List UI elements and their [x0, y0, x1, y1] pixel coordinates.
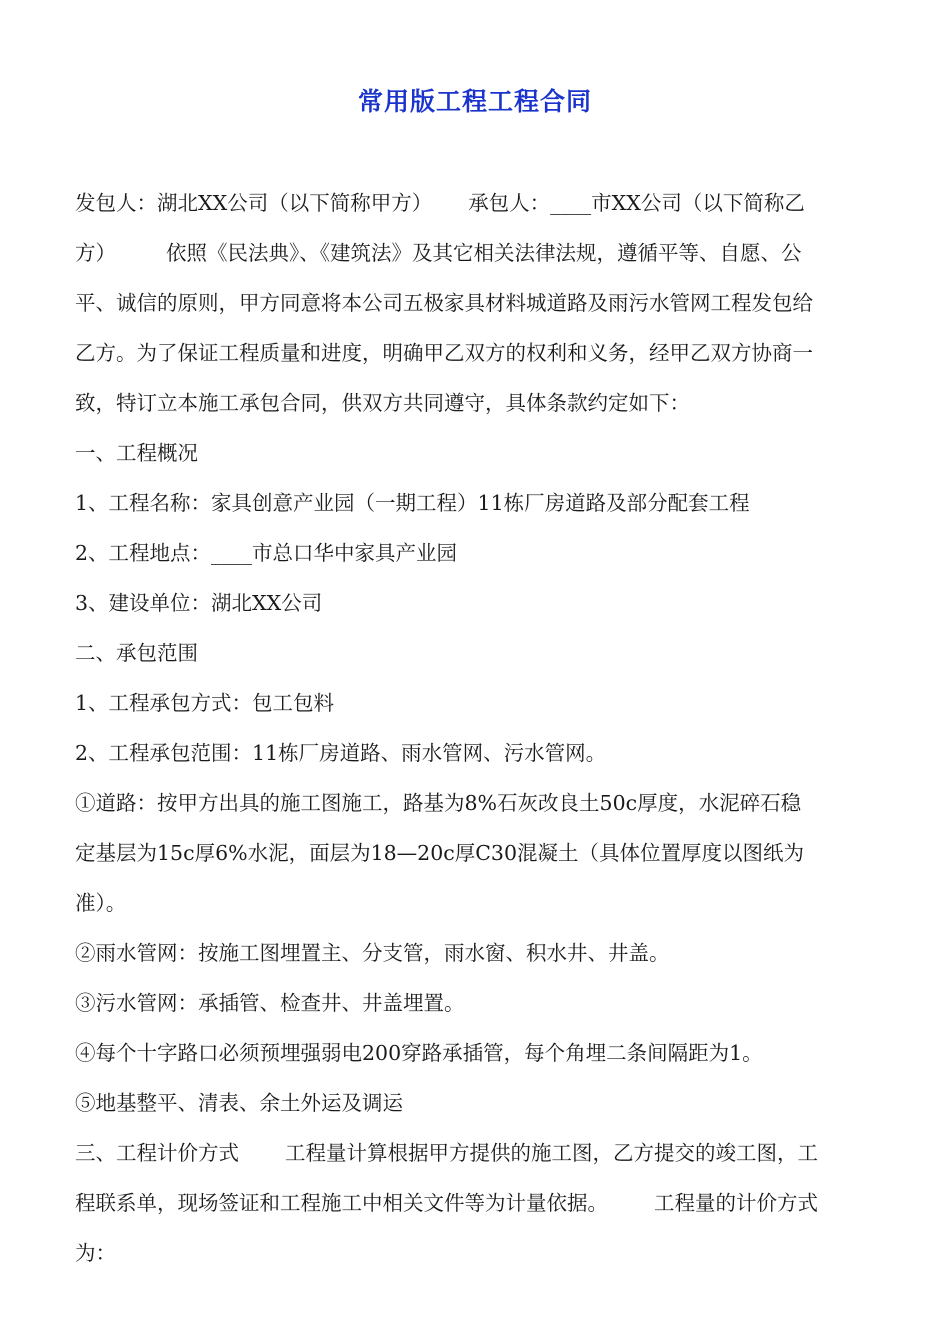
leveling-item: ⑤地基整平、清表、余土外运及调运 [75, 1091, 403, 1115]
contractor-text: 承包人：____市XX公司（以下简称乙 [468, 191, 805, 215]
intro-line-5: 致，特订立本施工承包合同，供双方共同遵守，具体条款约定如下： [75, 391, 690, 415]
document-body [75, 178, 878, 1278]
employer-text: 发包人：湖北XX公司（以下简称甲方） [75, 191, 433, 215]
section-heading-pricing: 三、工程计价方式 [75, 1141, 239, 1165]
project-location-item: 2、工程地点：____市总口华中家具产业园 [75, 541, 458, 565]
section-heading-overview: 一、工程概况 [75, 441, 198, 465]
intro-line-4: 乙方。为了保证工程质量和进度，明确甲乙双方的权利和义务，经甲乙双方协商一 [75, 341, 813, 365]
construction-unit-item: 3、建设单位：湖北XX公司 [75, 591, 323, 615]
intro-line-3: 平、诚信的原则，甲方同意将本公司五极家具材料城道路及雨污水管网工程发包给 [75, 291, 813, 315]
rain-pipe-item: ②雨水管网：按施工图埋置主、分支管，雨水窗、积水井、井盖。 [75, 941, 670, 965]
pricing-line-1: 三、工程计价方式 工程量计算根据甲方提供的施工图，乙方提交的竣工图，工 [75, 1141, 818, 1165]
contract-scope-item: 2、工程承包范围：11栋厂房道路、雨水管网、污水管网。 [75, 741, 607, 765]
document-title: 常用版工程工程合同 [357, 87, 592, 116]
section-heading-scope: 二、承包范围 [75, 641, 198, 665]
intro-line-1 [75, 178, 878, 228]
road-spec-line-2: 定基层为15c厚6%水泥，面层为18—20c厚C30混凝土（具体位置厚度以图纸为 [75, 841, 805, 865]
pricing-line-3: 为： [75, 1241, 116, 1265]
intro-line-2: 方） 依照《民法典》、《建筑法》及其它相关法律法规，遵循平等、自愿、公 [75, 241, 802, 265]
pricing-line-2: 程联系单，现场签证和工程施工中相关文件等为计量依据。 工程量的计价方式 [75, 1191, 818, 1215]
project-name-item: 1、工程名称：家具创意产业园（一期工程）11栋厂房道路及部分配套工程 [75, 491, 750, 515]
road-spec-line-3: 准）。 [75, 891, 127, 915]
sewage-pipe-item: ③污水管网：承插管、检查井、井盖埋置。 [75, 991, 465, 1015]
crossing-conduit-item: ④每个十字路口必须预埋强弱电200穿路承插管，每个角埋二条间隔距为1。 [75, 1041, 763, 1065]
road-spec-line-1: ①道路：按甲方出具的施工图施工，路基为8%石灰改良土50c厚度，水泥碎石稳 [75, 791, 802, 815]
contract-method-item: 1、工程承包方式：包工包料 [75, 691, 335, 715]
